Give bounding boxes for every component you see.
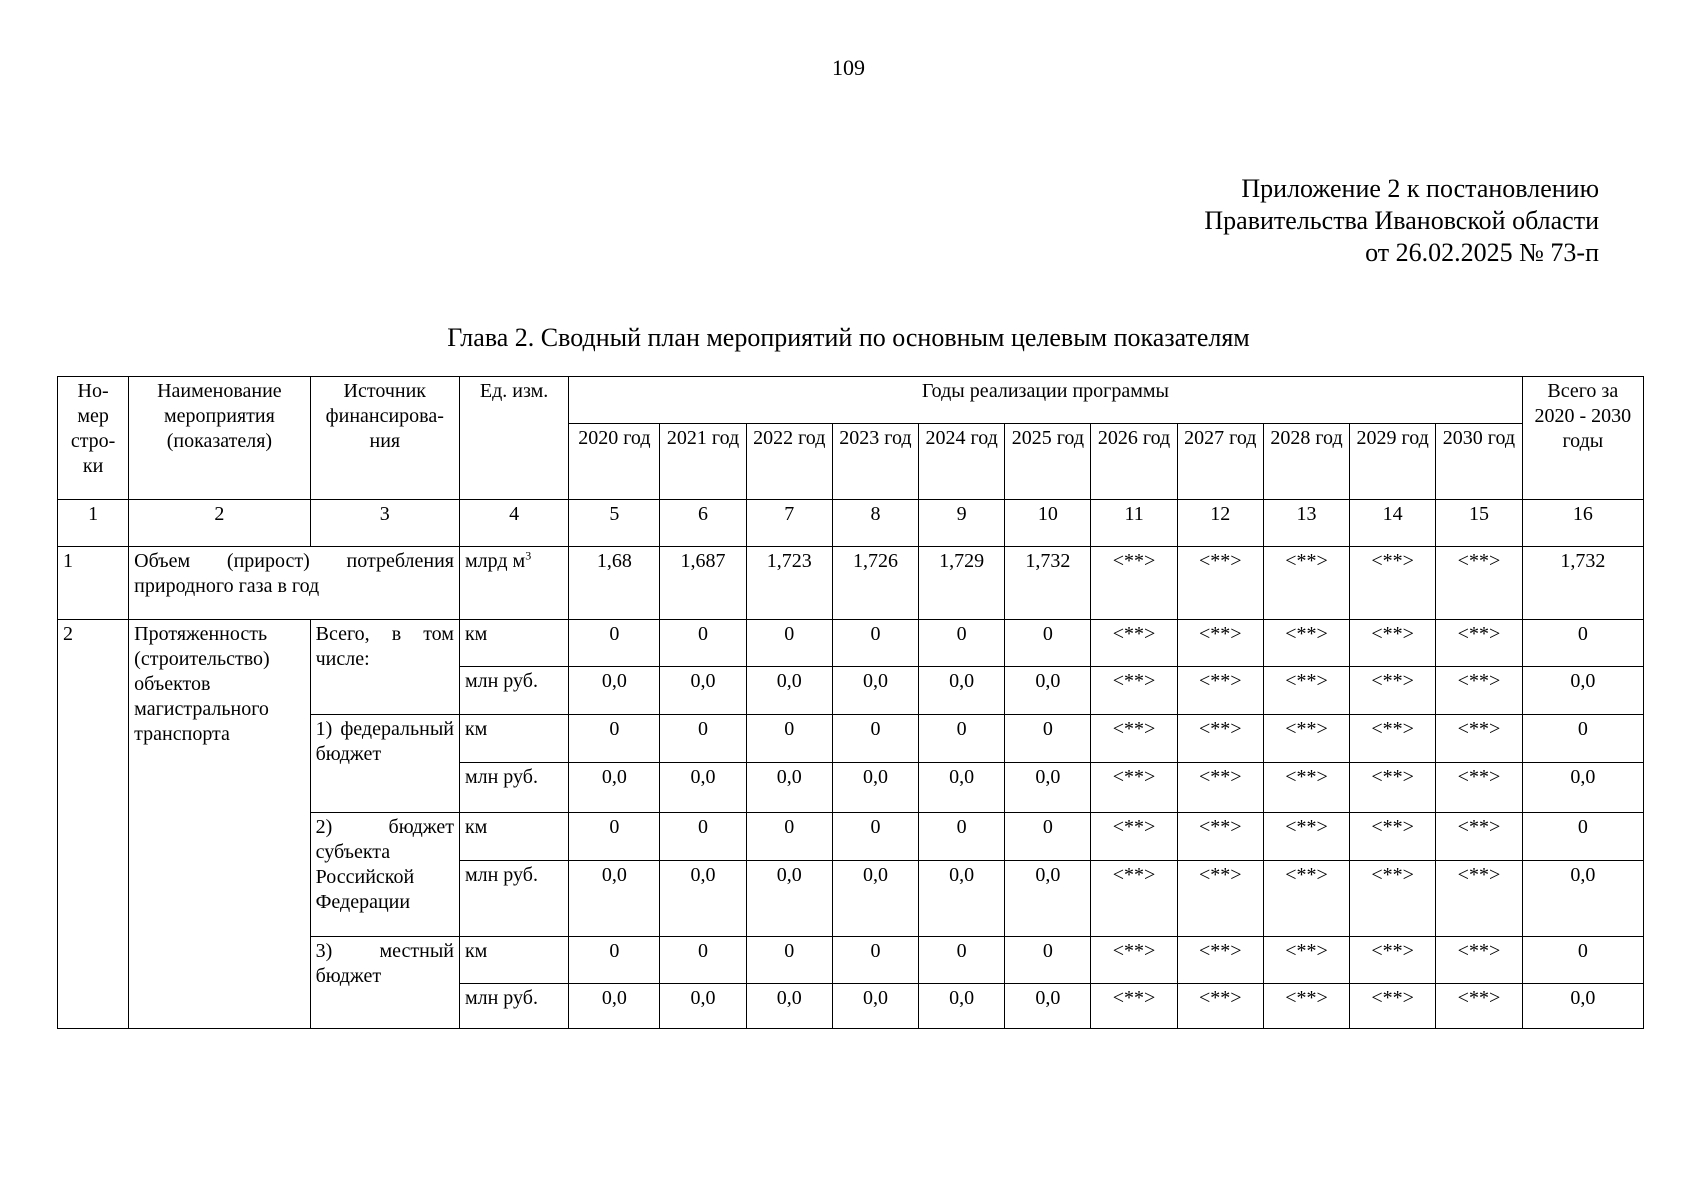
value-cell: 0,0 [660, 861, 746, 937]
value-cell: 0,0 [919, 667, 1005, 715]
value-cell: 0,0 [919, 763, 1005, 813]
funding-source: 3) местный бюджет [310, 937, 459, 1029]
value-cell: 0,0 [919, 984, 1005, 1029]
value-cell: <**> [1436, 620, 1522, 667]
value-cell: <**> [1263, 763, 1349, 813]
column-number: 7 [746, 500, 832, 547]
value-cell: 0 [746, 937, 832, 984]
value-cell: <**> [1436, 547, 1522, 620]
value-cell: 0,0 [569, 861, 660, 937]
unit-superscript: 3 [525, 548, 532, 563]
page-number: 109 [832, 55, 865, 80]
total-cell: 1,732 [1522, 547, 1643, 620]
unit: км [459, 937, 568, 984]
value-cell: 0 [1005, 813, 1091, 861]
value-cell: <**> [1091, 620, 1177, 667]
header-total: Всего за 2020 - 2030 годы [1522, 377, 1643, 500]
value-cell: <**> [1091, 937, 1177, 984]
value-cell: 0 [746, 715, 832, 763]
total-cell: 0,0 [1522, 667, 1643, 715]
unit: км [459, 620, 568, 667]
value-cell: <**> [1263, 667, 1349, 715]
value-cell: <**> [1177, 667, 1263, 715]
column-number: 4 [459, 500, 568, 547]
value-cell: <**> [1263, 715, 1349, 763]
column-number: 1 [58, 500, 129, 547]
column-number: 6 [660, 500, 746, 547]
value-cell: 1,723 [746, 547, 832, 620]
header-year: 2030 год [1436, 424, 1522, 500]
column-number: 10 [1005, 500, 1091, 547]
value-cell: <**> [1436, 667, 1522, 715]
value-cell: 1,687 [660, 547, 746, 620]
total-cell: 0 [1522, 937, 1643, 984]
column-number: 12 [1177, 500, 1263, 547]
total-cell: 0 [1522, 620, 1643, 667]
value-cell: 1,726 [832, 547, 918, 620]
row-number: 1 [58, 547, 129, 620]
header-year: 2020 год [569, 424, 660, 500]
header-year: 2025 год [1005, 424, 1091, 500]
value-cell: 0 [660, 620, 746, 667]
unit: млн руб. [459, 861, 568, 937]
unit-cell [459, 547, 568, 620]
value-cell: 0 [569, 715, 660, 763]
value-cell: <**> [1263, 984, 1349, 1029]
value-cell: <**> [1177, 861, 1263, 937]
header-year: 2023 год [832, 424, 918, 500]
value-cell: 0,0 [832, 667, 918, 715]
value-cell: 0 [746, 620, 832, 667]
value-cell: <**> [1177, 715, 1263, 763]
unit: млн руб. [459, 984, 568, 1029]
value-cell: <**> [1350, 813, 1436, 861]
value-cell: 0,0 [660, 667, 746, 715]
header-year: 2028 год [1263, 424, 1349, 500]
value-cell: 0,0 [1005, 861, 1091, 937]
value-cell: 0,0 [919, 861, 1005, 937]
summary-plan-table [57, 376, 1644, 1029]
value-cell: 0 [1005, 937, 1091, 984]
value-cell: <**> [1350, 620, 1436, 667]
value-cell: 0 [569, 813, 660, 861]
value-cell: <**> [1263, 620, 1349, 667]
value-cell: 0 [832, 715, 918, 763]
value-cell: <**> [1177, 813, 1263, 861]
value-cell: <**> [1350, 547, 1436, 620]
column-number: 3 [310, 500, 459, 547]
value-cell: 0,0 [569, 667, 660, 715]
chapter-title: Глава 2. Сводный план мероприятий по основным целевым показателям [447, 323, 1250, 352]
value-cell: 0 [832, 813, 918, 861]
value-cell: <**> [1436, 813, 1522, 861]
indicator-name: Объем (прирост) потребления природного газа в год [129, 547, 460, 620]
total-cell: 0,0 [1522, 763, 1643, 813]
value-cell: <**> [1177, 547, 1263, 620]
value-cell: 0 [919, 813, 1005, 861]
column-number: 15 [1436, 500, 1522, 547]
value-cell: <**> [1091, 763, 1177, 813]
header-year: 2024 год [919, 424, 1005, 500]
value-cell: <**> [1263, 937, 1349, 984]
column-number: 14 [1350, 500, 1436, 547]
column-number: 9 [919, 500, 1005, 547]
value-cell: <**> [1436, 937, 1522, 984]
value-cell: <**> [1091, 715, 1177, 763]
value-cell: 1,68 [569, 547, 660, 620]
header-year: 2029 год [1350, 424, 1436, 500]
value-cell: 0 [660, 813, 746, 861]
table-row [58, 620, 1644, 667]
value-cell: <**> [1263, 861, 1349, 937]
column-number: 13 [1263, 500, 1349, 547]
table-row [58, 547, 1644, 620]
appendix-line-1: Приложение 2 к постановлению [1241, 174, 1599, 203]
row-number: 2 [58, 620, 129, 1029]
unit: км [459, 813, 568, 861]
total-cell: 0 [1522, 813, 1643, 861]
value-cell: <**> [1350, 861, 1436, 937]
funding-source: 2) бюджет субъекта Российской Федерации [310, 813, 459, 937]
value-cell: <**> [1091, 861, 1177, 937]
funding-source: Всего, в том числе: [310, 620, 459, 715]
value-cell: 0,0 [832, 984, 918, 1029]
header-years-group: Годы реализации программы [569, 377, 1522, 424]
appendix-reference [1204, 173, 1599, 269]
value-cell: <**> [1436, 715, 1522, 763]
value-cell: 0,0 [746, 667, 832, 715]
value-cell: 0,0 [832, 861, 918, 937]
value-cell: 0 [919, 715, 1005, 763]
header-row-number: Но-мер стро-ки [58, 377, 129, 500]
value-cell: <**> [1350, 984, 1436, 1029]
value-cell: 0 [660, 715, 746, 763]
value-cell: <**> [1350, 715, 1436, 763]
value-cell: <**> [1350, 667, 1436, 715]
header-name: Наименование мероприятия (показателя) [129, 377, 310, 500]
unit: млн руб. [459, 763, 568, 813]
value-cell: <**> [1263, 547, 1349, 620]
value-cell: 0,0 [1005, 667, 1091, 715]
value-cell: 0,0 [569, 763, 660, 813]
value-cell: 0,0 [1005, 763, 1091, 813]
value-cell: 0 [746, 813, 832, 861]
value-cell: 0,0 [660, 984, 746, 1029]
header-source: Источник финансирова-ния [310, 377, 459, 500]
value-cell: 0,0 [1005, 984, 1091, 1029]
value-cell: 0 [832, 937, 918, 984]
header-unit: Ед. изм. [459, 377, 568, 500]
value-cell: 0,0 [746, 861, 832, 937]
value-cell: <**> [1091, 813, 1177, 861]
value-cell: 0,0 [746, 984, 832, 1029]
funding-source: 1) федеральный бюджет [310, 715, 459, 813]
total-cell: 0 [1522, 715, 1643, 763]
total-cell: 0,0 [1522, 984, 1643, 1029]
appendix-line-3: от 26.02.2025 № 73-п [1365, 238, 1599, 267]
unit: млн руб. [459, 667, 568, 715]
unit: млрд м [464, 550, 526, 572]
value-cell: 0,0 [746, 763, 832, 813]
header-year: 2026 год [1091, 424, 1177, 500]
value-cell: 0 [569, 620, 660, 667]
value-cell: 0,0 [660, 763, 746, 813]
appendix-line-2: Правительства Ивановской области [1204, 206, 1599, 235]
indicator-name: Протяженность (строительство) объектов магистрального транспорта [129, 620, 310, 1029]
value-cell: <**> [1091, 984, 1177, 1029]
value-cell: 0 [1005, 620, 1091, 667]
value-cell: <**> [1263, 813, 1349, 861]
header-year: 2021 год [660, 424, 746, 500]
value-cell: 0 [832, 620, 918, 667]
value-cell: <**> [1436, 763, 1522, 813]
value-cell: 0,0 [832, 763, 918, 813]
value-cell: <**> [1436, 984, 1522, 1029]
value-cell: 0 [919, 620, 1005, 667]
value-cell: 1,732 [1005, 547, 1091, 620]
value-cell: <**> [1177, 763, 1263, 813]
value-cell: <**> [1177, 620, 1263, 667]
value-cell: <**> [1091, 547, 1177, 620]
value-cell: 1,729 [919, 547, 1005, 620]
value-cell: 0 [1005, 715, 1091, 763]
value-cell: 0,0 [569, 984, 660, 1029]
column-number: 8 [832, 500, 918, 547]
header-year: 2027 год [1177, 424, 1263, 500]
column-number: 11 [1091, 500, 1177, 547]
column-number: 2 [129, 500, 310, 547]
unit: км [459, 715, 568, 763]
value-cell: <**> [1350, 937, 1436, 984]
column-number: 5 [569, 500, 660, 547]
value-cell: <**> [1436, 861, 1522, 937]
column-number: 16 [1522, 500, 1643, 547]
header-year: 2022 год [746, 424, 832, 500]
value-cell: <**> [1177, 937, 1263, 984]
value-cell: <**> [1177, 984, 1263, 1029]
value-cell: 0 [569, 937, 660, 984]
value-cell: <**> [1350, 763, 1436, 813]
total-cell: 0,0 [1522, 861, 1643, 937]
value-cell: <**> [1091, 667, 1177, 715]
value-cell: 0 [919, 937, 1005, 984]
value-cell: 0 [660, 937, 746, 984]
